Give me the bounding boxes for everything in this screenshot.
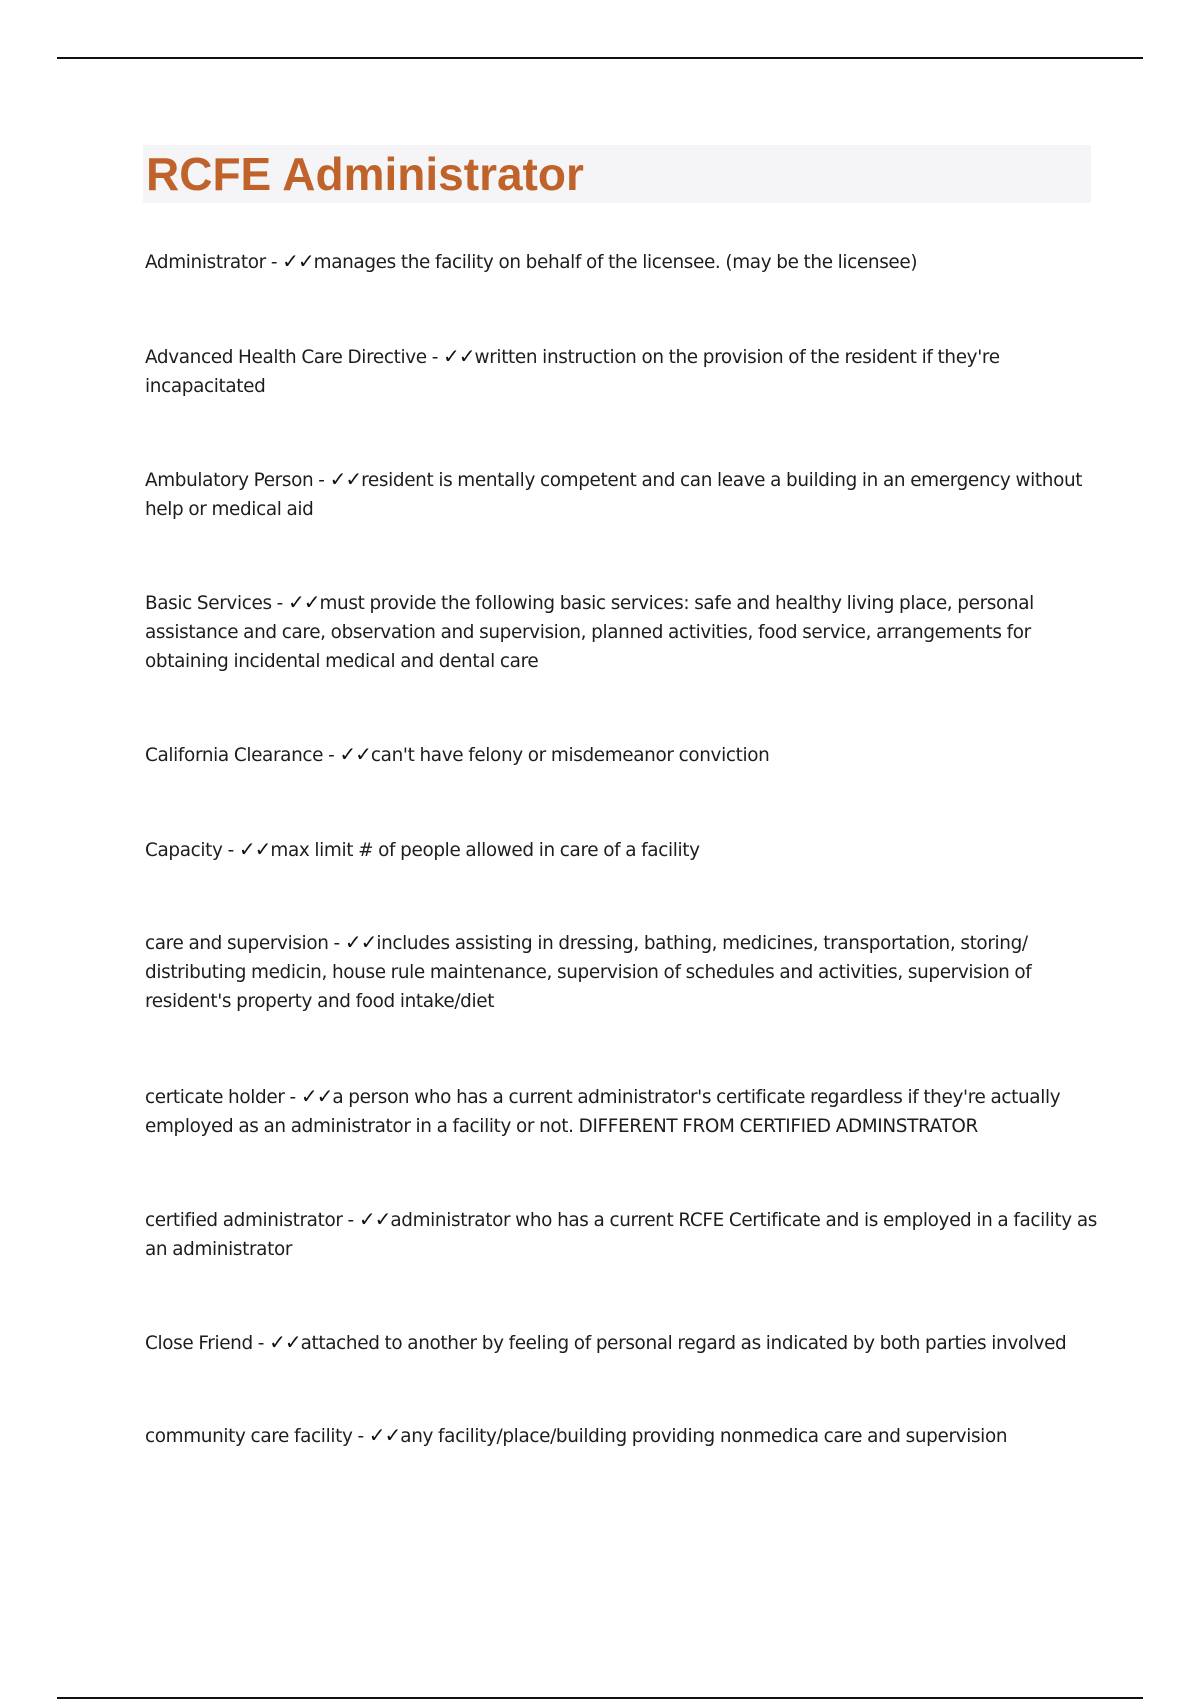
entry-term: Capacity bbox=[145, 840, 223, 861]
entry-definition: must provide the following basic services: safe and healthy living place, personal assistance and care, observation and supervision, planned activities, food service, arrangements for obtaining incidental medical and dental care bbox=[145, 593, 1034, 672]
document-title: RCFE Administrator bbox=[146, 148, 584, 200]
entry-definition: max limit # of people allowed in care of a facility bbox=[270, 840, 700, 861]
double-check-icon: ✓✓ bbox=[282, 249, 314, 273]
double-check-icon: ✓✓ bbox=[287, 590, 320, 614]
glossary-entry: Basic Services - ✓✓must provide the following basic services: safe and healthy living place, personal assistance and care, observation and supervision, planned activities, food service, arrangements for obtaining incidental medical and dental care bbox=[145, 590, 1034, 672]
glossary-entry: Close Friend - ✓✓attached to another by feeling of personal regard as indicated by both parties involved bbox=[145, 1330, 1067, 1354]
entry-term: care and supervision bbox=[145, 933, 329, 954]
entry-term: certicate holder bbox=[145, 1087, 285, 1108]
double-check-icon: ✓✓ bbox=[300, 1084, 333, 1108]
glossary-entry: care and supervision - ✓✓includes assisting in dressing, bathing, medicines, transportation, storing/ distributing medicin, house rule maintenance, supervision of schedules and activities, supervision of resident's property and food intake/diet bbox=[145, 930, 1032, 1012]
double-check-icon: ✓✓ bbox=[339, 742, 371, 766]
glossary-entry: Administrator - ✓✓manages the facility on behalf of the licensee. (may be the licensee) bbox=[145, 249, 918, 273]
entry-term: certified administrator bbox=[145, 1210, 343, 1231]
entry-definition: a person who has a current administrator's certificate regardless if they're actually employed as an administrator in a facility or not. DIFFERENT FROM CERTIFIED ADMINSTRATOR bbox=[145, 1087, 1061, 1137]
entry-definition: includes assisting in dressing, bathing, medicines, transportation, storing/ distributing medicin, house rule maintenance, supervision of schedules and activities, supervision of resident's property and food intake/diet bbox=[145, 933, 1032, 1012]
entry-definition: administrator who has a current RCFE Certificate and is employed in a facility as an administrator bbox=[145, 1210, 1097, 1260]
double-check-icon: ✓✓ bbox=[368, 1423, 401, 1447]
double-check-icon: ✓✓ bbox=[344, 930, 377, 954]
glossary-entry: certicate holder - ✓✓a person who has a current administrator's certificate regardless if they're actually employed as an administrator in a facility or not. DIFFERENT FROM CERTIFIED ADMINSTRATOR bbox=[145, 1084, 1061, 1137]
entry-term: Advanced Health Care Directive bbox=[145, 347, 427, 368]
double-check-icon: ✓✓ bbox=[358, 1207, 391, 1231]
entry-term: Close Friend bbox=[145, 1333, 253, 1354]
glossary-entry: Capacity - ✓✓max limit # of people allowed in care of a facility bbox=[145, 837, 700, 861]
top-rule bbox=[57, 57, 1143, 59]
double-check-icon: ✓✓ bbox=[443, 344, 475, 368]
entry-term: Basic Services bbox=[145, 593, 272, 614]
entry-definition: written instruction on the provision of the resident if they're incapacitated bbox=[145, 347, 1000, 397]
entry-term: California Clearance bbox=[145, 745, 324, 766]
entry-definition: resident is mentally competent and can leave a building in an emergency without help or medical aid bbox=[145, 470, 1083, 520]
glossary-entry: Ambulatory Person - ✓✓resident is mentally competent and can leave a building in an emergency without help or medical aid bbox=[145, 467, 1083, 520]
glossary-entry: Advanced Health Care Directive - ✓✓written instruction on the provision of the resident if they're incapacitated bbox=[145, 344, 1000, 397]
glossary-entry: certified administrator - ✓✓administrator who has a current RCFE Certificate and is employed in a facility as an administrator bbox=[145, 1207, 1097, 1260]
bottom-rule bbox=[57, 1697, 1143, 1699]
entry-definition: attached to another by feeling of personal regard as indicated by both parties involved bbox=[300, 1333, 1067, 1354]
double-check-icon: ✓✓ bbox=[329, 467, 362, 491]
glossary-entry: California Clearance - ✓✓can't have felony or misdemeanor conviction bbox=[145, 742, 770, 766]
double-check-icon: ✓✓ bbox=[269, 1330, 301, 1354]
entry-term: community care facility bbox=[145, 1426, 353, 1447]
entry-definition: manages the facility on behalf of the licensee. (may be the licensee) bbox=[313, 252, 918, 273]
double-check-icon: ✓✓ bbox=[238, 837, 271, 861]
entry-term: Ambulatory Person bbox=[145, 470, 314, 491]
entry-definition: any facility/place/building providing nonmedica care and supervision bbox=[400, 1426, 1008, 1447]
entry-term: Administrator bbox=[145, 252, 266, 273]
glossary-entry: community care facility - ✓✓any facility/place/building providing nonmedica care and supervision bbox=[145, 1423, 1008, 1447]
entry-definition: can't have felony or misdemeanor conviction bbox=[370, 745, 770, 766]
